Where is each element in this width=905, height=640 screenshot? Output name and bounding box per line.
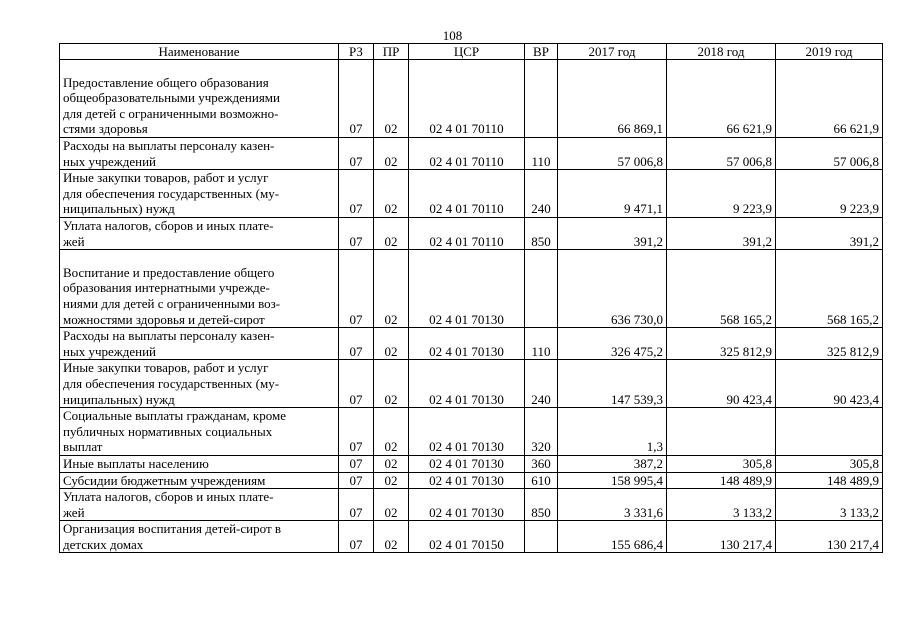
row-vr: 110 — [525, 328, 558, 360]
row-name-line: образования интернатными учрежде- — [63, 280, 270, 296]
row-name — [60, 250, 339, 328]
row-2018: 57 006,8 — [667, 138, 776, 170]
row-rz: 07 — [339, 328, 374, 360]
row-2017: 9 471,1 — [558, 170, 667, 218]
row-name-line: Иные закупки товаров, работ и услуг — [63, 170, 269, 186]
row-name — [60, 455, 339, 472]
header-rz: РЗ — [339, 44, 374, 60]
row-csr: 02 4 01 70110 — [409, 170, 525, 218]
row-name-line: общеобразовательными учреждениями — [63, 90, 280, 106]
row-name — [60, 472, 339, 489]
row-vr: 320 — [525, 408, 558, 456]
row-csr: 02 4 01 70150 — [409, 521, 525, 553]
row-pr: 02 — [374, 250, 409, 328]
row-name-line: детских домах — [63, 536, 144, 552]
row-2019: 325 812,9 — [776, 328, 883, 360]
row-rz: 07 — [339, 455, 374, 472]
table-row — [60, 489, 883, 521]
row-2018: 130 217,4 — [667, 521, 776, 553]
row-rz: 07 — [339, 217, 374, 249]
row-2019: 148 489,9 — [776, 472, 883, 489]
table-row — [60, 170, 883, 218]
row-2019: 305,8 — [776, 455, 883, 472]
table-row — [60, 138, 883, 170]
table-body — [60, 60, 883, 553]
row-pr: 02 — [374, 455, 409, 472]
row-2017: 3 331,6 — [558, 489, 667, 521]
row-vr: 850 — [525, 489, 558, 521]
row-vr: 360 — [525, 455, 558, 472]
row-2019 — [776, 408, 883, 456]
row-2018: 568 165,2 — [667, 250, 776, 328]
row-name — [60, 217, 339, 249]
table-row — [60, 455, 883, 472]
row-pr: 02 — [374, 521, 409, 553]
row-vr: 850 — [525, 217, 558, 249]
row-name — [60, 170, 339, 218]
row-name-line: можностями здоровья и детей-сирот — [63, 311, 265, 327]
row-name-line: ных учреждений — [63, 153, 156, 169]
table-row — [60, 472, 883, 489]
row-2017: 158 995,4 — [558, 472, 667, 489]
row-pr: 02 — [374, 472, 409, 489]
row-2019: 391,2 — [776, 217, 883, 249]
row-name-line: жей — [63, 233, 85, 249]
row-2017: 57 006,8 — [558, 138, 667, 170]
row-vr: 240 — [525, 360, 558, 408]
row-rz: 07 — [339, 472, 374, 489]
row-pr: 02 — [374, 489, 409, 521]
row-name-line: ниями для детей с ограниченными воз- — [63, 295, 281, 311]
row-rz: 07 — [339, 489, 374, 521]
row-2017: 636 730,0 — [558, 250, 667, 328]
row-name-line: Расходы на выплаты персоналу казен- — [63, 138, 275, 153]
row-rz: 07 — [339, 521, 374, 553]
row-2018: 90 423,4 — [667, 360, 776, 408]
row-2017: 387,2 — [558, 455, 667, 472]
row-2019: 3 133,2 — [776, 489, 883, 521]
row-name-line: для обеспечения государственных (му- — [63, 375, 280, 391]
row-rz: 07 — [339, 138, 374, 170]
row-name-line: ниципальных) нужд — [63, 201, 175, 217]
row-pr: 02 — [374, 170, 409, 218]
row-csr: 02 4 01 70110 — [409, 138, 525, 170]
row-csr: 02 4 01 70130 — [409, 250, 525, 328]
row-2017: 155 686,4 — [558, 521, 667, 553]
row-name-line: ниципальных) нужд — [63, 391, 175, 407]
table-row — [60, 408, 883, 456]
row-vr: 110 — [525, 138, 558, 170]
row-2018: 9 223,9 — [667, 170, 776, 218]
page-number: 108 — [442, 28, 463, 43]
row-name-line: Субсидии бюджетным учреждениям — [63, 472, 266, 488]
row-rz: 07 — [339, 408, 374, 456]
row-vr: 610 — [525, 472, 558, 489]
row-2017: 66 869,1 — [558, 60, 667, 138]
row-name-line: Социальные выплаты гражданам, кроме — [63, 408, 286, 424]
row-pr: 02 — [374, 217, 409, 249]
row-2018: 148 489,9 — [667, 472, 776, 489]
row-csr: 02 4 01 70130 — [409, 489, 525, 521]
row-csr: 02 4 01 70110 — [409, 60, 525, 138]
row-pr: 02 — [374, 360, 409, 408]
row-name-line: Расходы на выплаты персоналу казен- — [63, 328, 275, 344]
header-vr: ВР — [525, 44, 558, 60]
row-2019: 57 006,8 — [776, 138, 883, 170]
row-2017: 147 539,3 — [558, 360, 667, 408]
row-2017: 326 475,2 — [558, 328, 667, 360]
row-name — [60, 489, 339, 521]
budget-table — [59, 43, 883, 553]
row-name-line: Предоставление общего образования — [63, 74, 269, 90]
row-name-line: Уплата налогов, сборов и иных плате- — [63, 217, 274, 233]
table-row — [60, 60, 883, 138]
row-name-line: для детей с ограниченными возможно- — [63, 105, 279, 121]
row-vr: 240 — [525, 170, 558, 218]
row-vr — [525, 250, 558, 328]
table-row — [60, 250, 883, 328]
row-2018: 305,8 — [667, 455, 776, 472]
row-2018: 391,2 — [667, 217, 776, 249]
header-csr: ЦСР — [409, 44, 525, 60]
table-row — [60, 217, 883, 249]
row-name-line: Иные выплаты населению — [63, 455, 209, 471]
row-pr: 02 — [374, 138, 409, 170]
row-name — [60, 138, 339, 170]
row-2017: 1,3 — [558, 408, 667, 456]
row-name-line: Организация воспитания детей-сирот в — [63, 521, 282, 537]
row-csr: 02 4 01 70130 — [409, 328, 525, 360]
header-2017: 2017 год — [558, 44, 667, 60]
row-csr: 02 4 01 70130 — [409, 472, 525, 489]
row-rz: 07 — [339, 170, 374, 218]
row-rz: 07 — [339, 60, 374, 138]
row-name-line: жей — [63, 504, 85, 520]
row-name — [60, 60, 339, 138]
row-pr: 02 — [374, 60, 409, 138]
table-row — [60, 521, 883, 553]
row-2018: 3 133,2 — [667, 489, 776, 521]
row-name-line: публичных нормативных социальных — [63, 423, 273, 439]
table-row — [60, 328, 883, 360]
row-2019: 9 223,9 — [776, 170, 883, 218]
table-row — [60, 360, 883, 408]
row-vr — [525, 60, 558, 138]
row-pr: 02 — [374, 328, 409, 360]
row-2019: 130 217,4 — [776, 521, 883, 553]
row-name — [60, 408, 339, 456]
header-row — [60, 44, 883, 60]
row-rz: 07 — [339, 360, 374, 408]
row-vr — [525, 521, 558, 553]
row-rz: 07 — [339, 250, 374, 328]
row-2019: 66 621,9 — [776, 60, 883, 138]
row-name-line: Иные закупки товаров, работ и услуг — [63, 360, 269, 376]
row-2018: 325 812,9 — [667, 328, 776, 360]
row-name-line: Уплата налогов, сборов и иных плате- — [63, 489, 274, 505]
row-name-line: Воспитание и предоставление общего — [63, 264, 275, 280]
header-2018: 2018 год — [667, 44, 776, 60]
row-name-line: ных учреждений — [63, 343, 156, 359]
row-name-line: стями здоровья — [63, 121, 148, 137]
header-name: Наименование — [60, 44, 339, 60]
row-pr: 02 — [374, 408, 409, 456]
row-2019: 90 423,4 — [776, 360, 883, 408]
row-2018: 66 621,9 — [667, 60, 776, 138]
row-name — [60, 328, 339, 360]
row-2017: 391,2 — [558, 217, 667, 249]
header-2019: 2019 год — [776, 44, 883, 60]
row-name-line: выплат — [63, 439, 103, 455]
row-2018 — [667, 408, 776, 456]
row-csr: 02 4 01 70130 — [409, 360, 525, 408]
row-name-line: для обеспечения государственных (му- — [63, 185, 280, 201]
header-pr: ПР — [374, 44, 409, 60]
row-2019: 568 165,2 — [776, 250, 883, 328]
row-name — [60, 521, 339, 553]
row-name — [60, 360, 339, 408]
row-csr: 02 4 01 70130 — [409, 408, 525, 456]
row-csr: 02 4 01 70110 — [409, 217, 525, 249]
row-csr: 02 4 01 70130 — [409, 455, 525, 472]
